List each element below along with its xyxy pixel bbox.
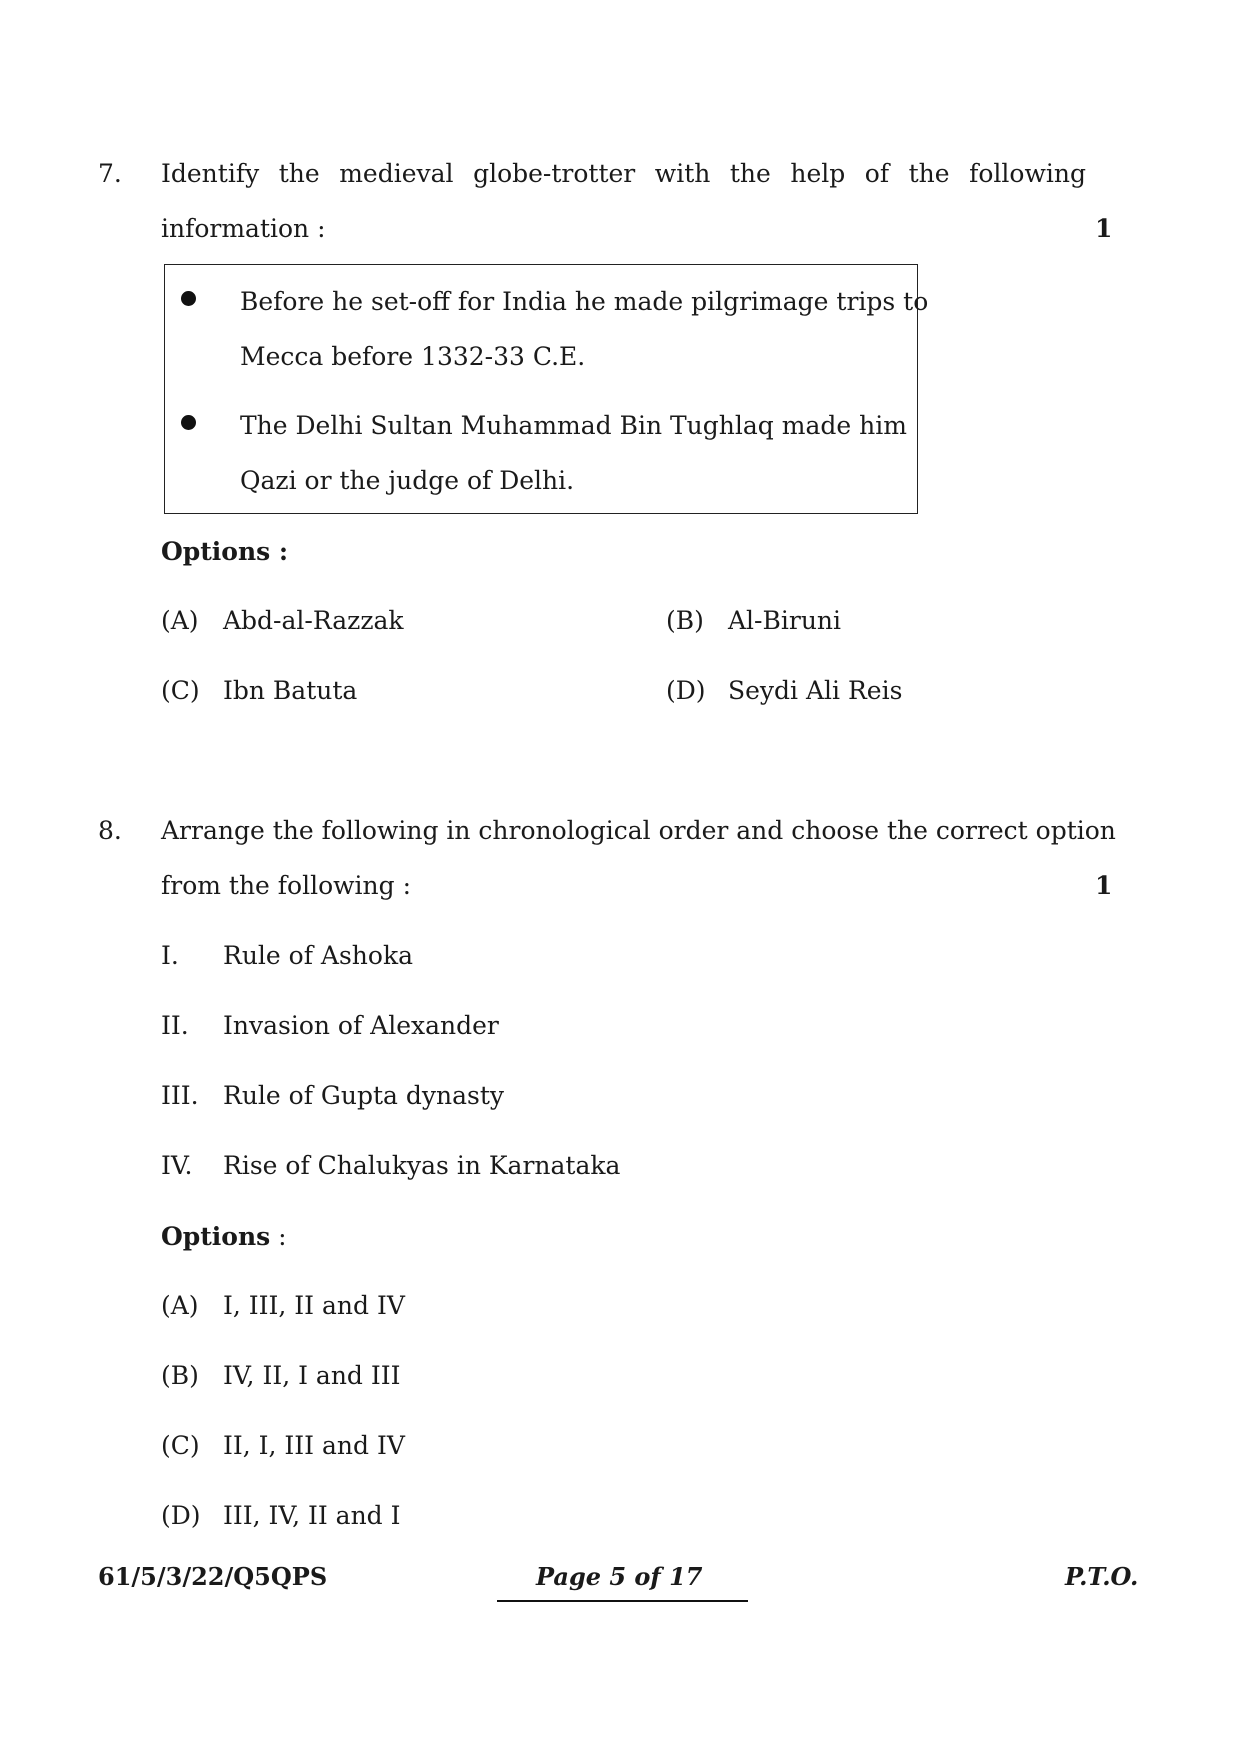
bullet-icon <box>181 415 196 430</box>
q7-option-d-text: Seydi Ali Reis <box>728 676 903 705</box>
q7-option-b-label: (B) <box>666 606 704 635</box>
question-8-marks: 1 <box>1095 871 1113 900</box>
question-8-text-line2: from the following : <box>161 871 412 900</box>
info-bullet-1-line1: Before he set-off for India he made pilgrimage trips to <box>240 287 929 316</box>
q7-option-c-text: Ibn Batuta <box>223 676 358 705</box>
question-8-text-line1: Arrange the following in chronological order and choose the correct option <box>161 816 1116 845</box>
q7-option-d-label: (D) <box>666 676 706 705</box>
q8-item-3-label: III. <box>161 1081 199 1110</box>
q8-option-c-text: II, I, III and IV <box>223 1431 405 1460</box>
q8-option-b-label: (B) <box>161 1361 199 1390</box>
question-8-number: 8. <box>98 816 122 845</box>
q8-item-3-text: Rule of Gupta dynasty <box>223 1081 505 1110</box>
q8-item-4-label: IV. <box>161 1151 193 1180</box>
q8-option-a-text: I, III, II and IV <box>223 1291 405 1320</box>
q8-item-1-label: I. <box>161 941 179 970</box>
question-7-marks: 1 <box>1095 214 1113 243</box>
q8-item-1-text: Rule of Ashoka <box>223 941 414 970</box>
q8-item-2-label: II. <box>161 1011 189 1040</box>
page-number: Page 5 of 17 <box>536 1562 703 1591</box>
q7-option-b-text: Al-Biruni <box>728 606 842 635</box>
info-bullet-1-line2: Mecca before 1332-33 C.E. <box>240 342 586 371</box>
q8-option-d-label: (D) <box>161 1501 201 1530</box>
q8-option-c-label: (C) <box>161 1431 200 1460</box>
q8-option-a-label: (A) <box>161 1291 199 1320</box>
question-7-number: 7. <box>98 159 122 188</box>
q8-item-4-text: Rise of Chalukyas in Karnataka <box>223 1151 621 1180</box>
question-7-options-heading: Options : <box>161 537 289 566</box>
q7-option-a-text: Abd-al-Razzak <box>223 606 404 635</box>
info-bullet-2-line2: Qazi or the judge of Delhi. <box>240 466 575 495</box>
q8-item-2-text: Invasion of Alexander <box>223 1011 499 1040</box>
question-7-text-line1: Identify the medieval globe-trotter with the help of the following <box>161 159 1086 188</box>
question-7-text-line2: information : <box>161 214 326 243</box>
q8-option-d-text: III, IV, II and I <box>223 1501 401 1530</box>
info-bullet-2-line1: The Delhi Sultan Muhammad Bin Tughlaq made him <box>240 411 907 440</box>
pto-label: P.T.O. <box>1065 1562 1139 1591</box>
q8-option-b-text: IV, II, I and III <box>223 1361 401 1390</box>
question-8-options-heading: Options : <box>161 1222 287 1251</box>
page-number-underline <box>497 1600 748 1602</box>
q7-option-a-label: (A) <box>161 606 199 635</box>
paper-code: 61/5/3/22/Q5QPS <box>98 1562 328 1591</box>
bullet-icon <box>181 291 196 306</box>
q7-option-c-label: (C) <box>161 676 200 705</box>
